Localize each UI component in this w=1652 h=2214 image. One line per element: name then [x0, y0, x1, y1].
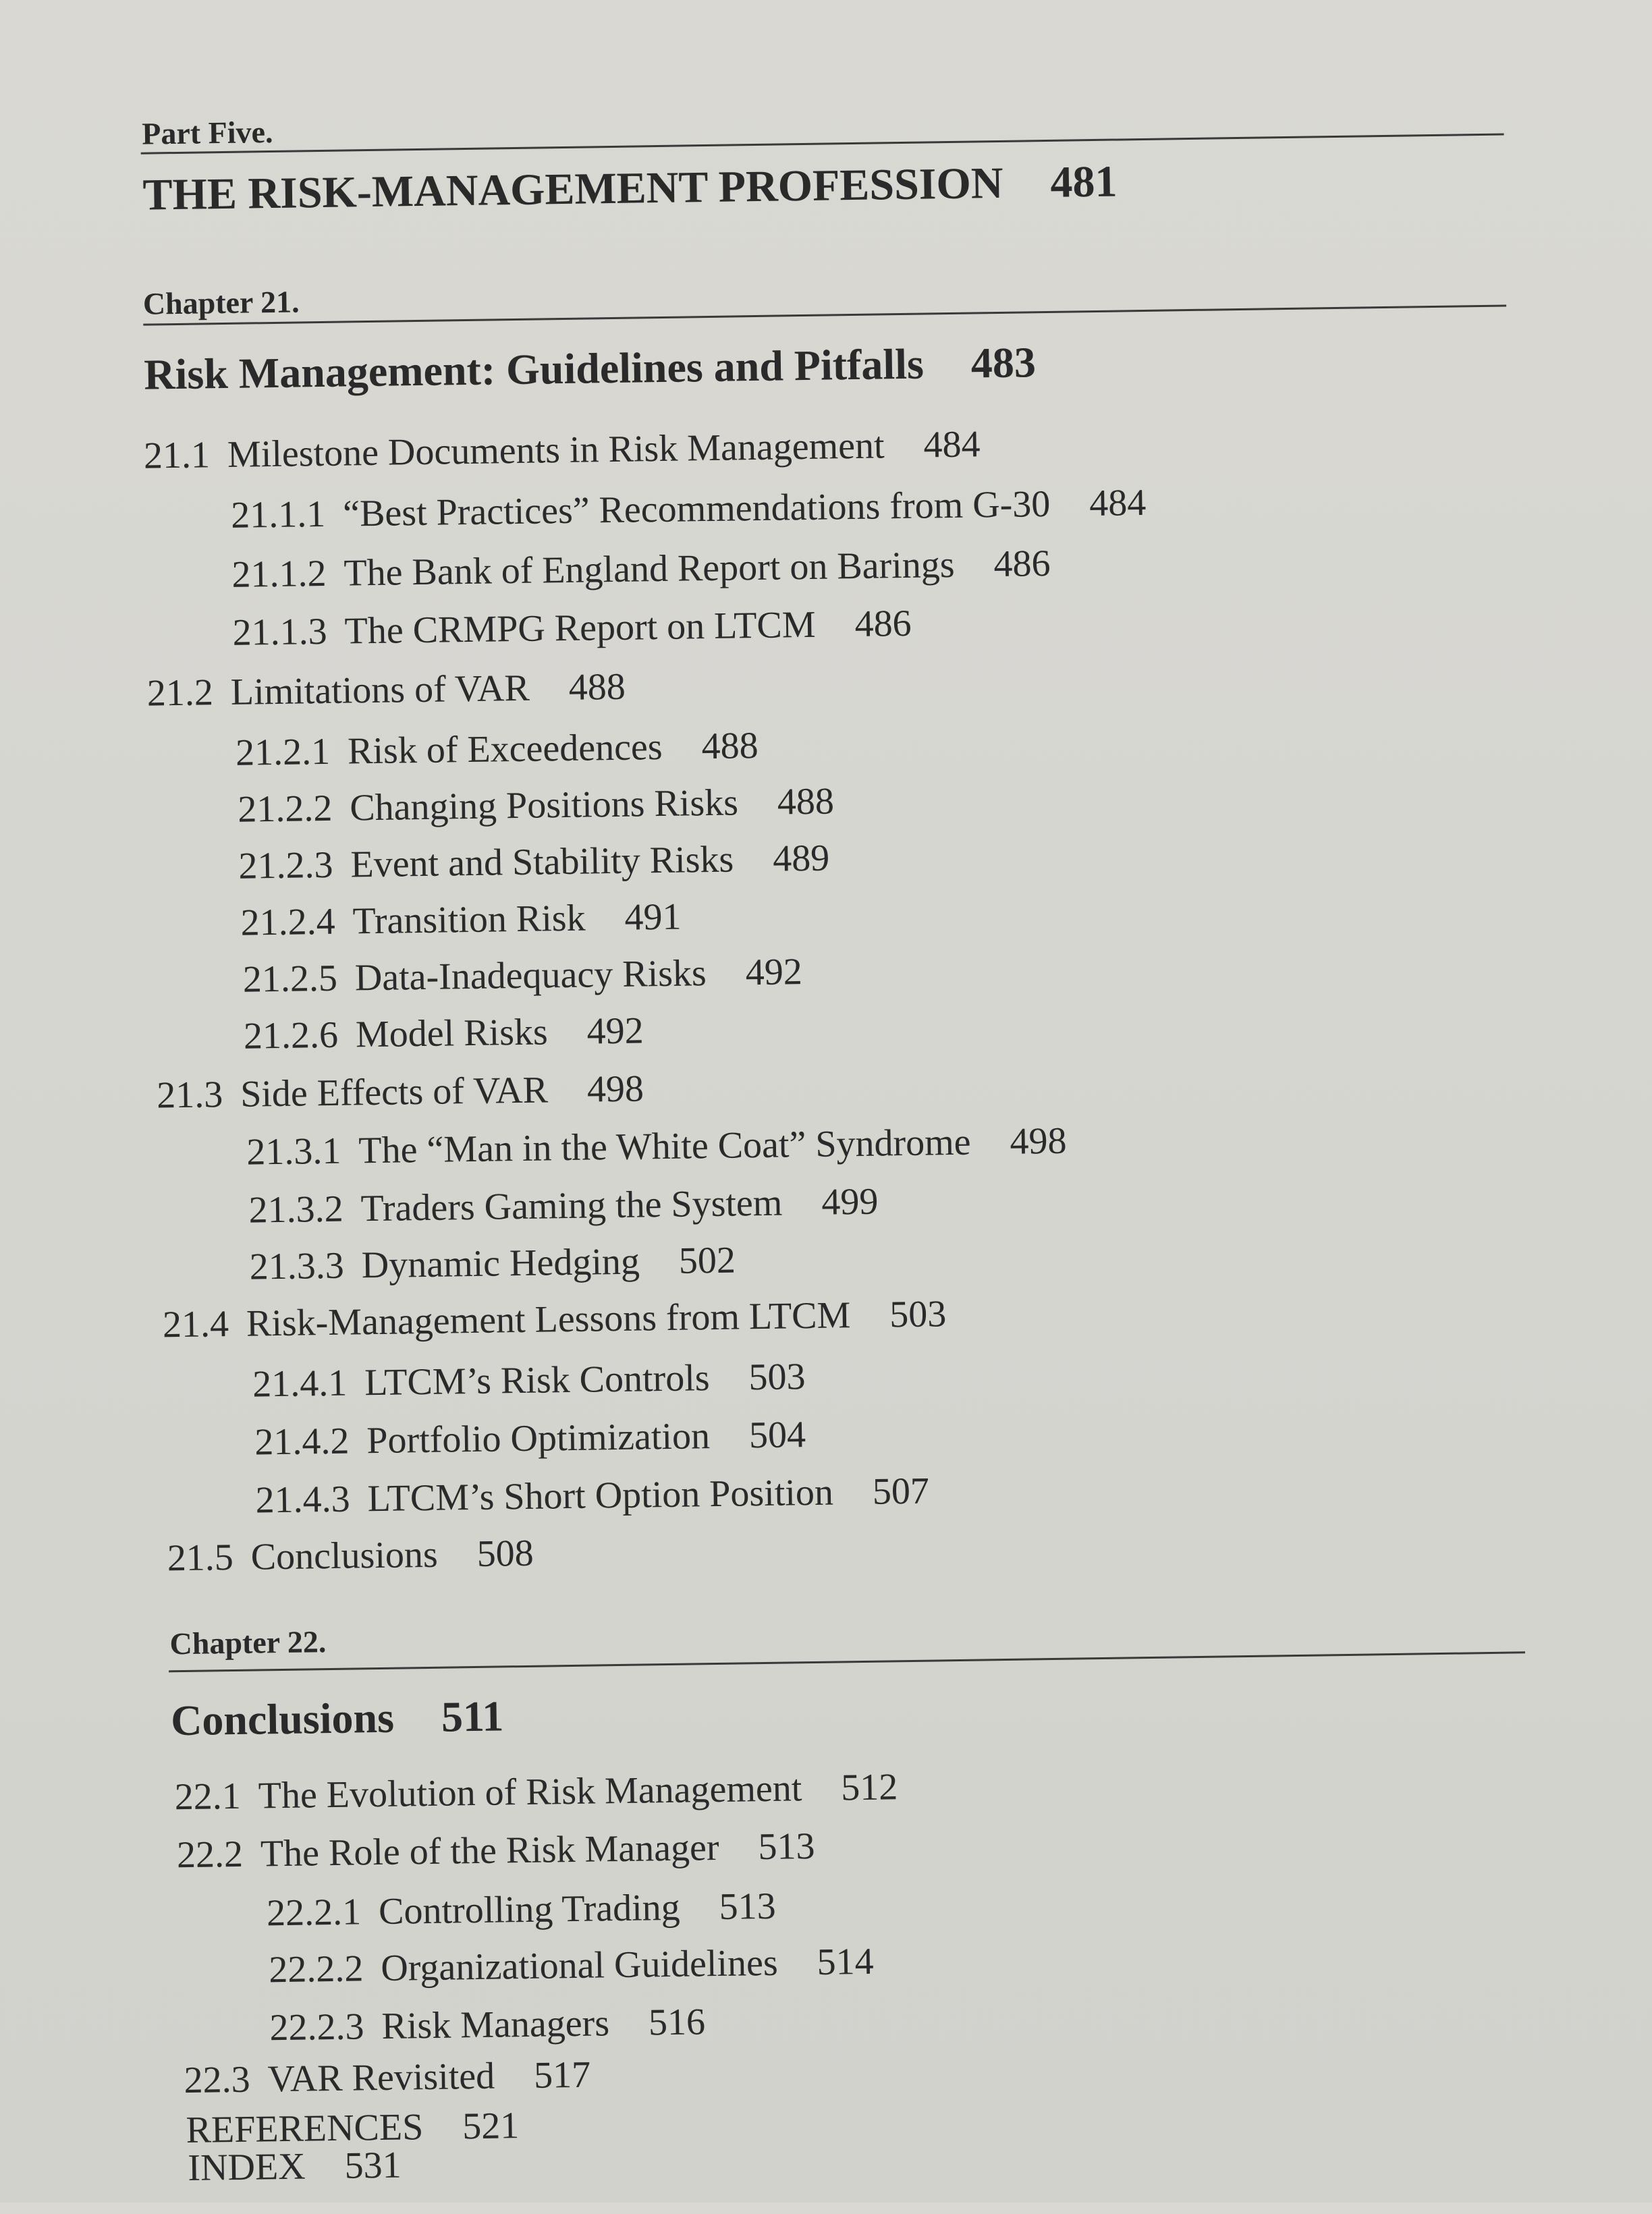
entry-number: 21.1.1 [230, 493, 326, 536]
entry-page: 513 [719, 1885, 777, 1928]
entry-title: The “Man in the White Coat” Syndrome [358, 1121, 971, 1172]
entry-number: 22.2.3 [269, 2005, 364, 2049]
entry-title: “Best Practices” Recommendations from G-30 [342, 482, 1051, 535]
entry-number: 21.1.2 [231, 552, 327, 596]
entry-number: 22.2 [176, 1833, 244, 1877]
toc-entry [144, 422, 981, 477]
chapter-22-rule [169, 1651, 1525, 1672]
toc-entry [242, 950, 802, 1001]
entry-title: Risk Managers [381, 2002, 610, 2047]
entry-page: 488 [701, 725, 759, 768]
entry-page: 521 [462, 2105, 520, 2148]
entry-title: The CRMPG Report on LTCM [344, 603, 817, 653]
entry-page: 503 [889, 1293, 947, 1336]
entry-title: Organizational Guidelines [380, 1941, 779, 1990]
toc-entry [231, 542, 1051, 597]
entry-title: Limitations of VAR [230, 667, 530, 713]
chapter-22-label: Chapter 22. [169, 1624, 327, 1661]
entry-page: 503 [748, 1356, 806, 1399]
entry-number: 21.3.1 [246, 1130, 341, 1173]
entry-title: Conclusions [250, 1533, 439, 1578]
entry-title: Changing Positions Risks [349, 781, 739, 829]
entry-title: Transition Risk [352, 897, 586, 943]
entry-title: The Role of the Risk Manager [260, 1826, 719, 1875]
toc-entry [249, 1239, 736, 1289]
toc-entry [157, 1067, 644, 1117]
entry-title: Dynamic Hedging [361, 1240, 640, 1287]
chapter-21-label: Chapter 21. [142, 284, 300, 321]
entry-number: 21.2.1 [235, 730, 331, 774]
entry-title: Controlling Trading [378, 1886, 681, 1933]
toc-entry [269, 1940, 874, 1992]
index-entry [188, 2144, 402, 2190]
toc-entry [231, 481, 1147, 537]
entry-title: Risk-Management Lessons from LTCM [246, 1294, 851, 1345]
entry-number: 21.3 [156, 1074, 223, 1117]
entry-page: 514 [817, 1940, 875, 1983]
entry-title: Side Effects of VAR [240, 1069, 549, 1115]
toc-entry [252, 1355, 806, 1406]
entry-number: 21.4.1 [252, 1362, 348, 1406]
entry-number: 21.2.4 [240, 900, 336, 944]
entry-title: Milestone Documents in Risk Management [227, 424, 885, 476]
entry-page: 492 [586, 1009, 644, 1053]
entry-number: 21.2.6 [243, 1014, 339, 1057]
part-label: Part Five. [141, 114, 273, 151]
toc-entry [236, 724, 759, 775]
entry-number: 22.3 [184, 2058, 251, 2102]
entry-title: INDEX [187, 2145, 306, 2190]
entry-number: 22.2.1 [266, 1891, 362, 1935]
entry-page: 513 [758, 1825, 815, 1869]
entry-number: 21.4 [162, 1303, 229, 1346]
entry-title: The Bank of England Report on Barings [343, 543, 955, 594]
chapter-21-title [144, 337, 1037, 399]
chapter-22-title [171, 1691, 504, 1746]
entry-page: 492 [745, 951, 803, 994]
toc-entry [184, 2053, 590, 2102]
toc-entry [238, 779, 834, 831]
entry-page: 516 [648, 2001, 706, 2044]
entry-title: Model Risks [355, 1011, 549, 1056]
entry-number: 21.2.5 [242, 957, 338, 1001]
part-rule [141, 134, 1504, 155]
entry-number: 21.2.2 [237, 787, 333, 831]
entry-number: 22.2.2 [268, 1947, 364, 1991]
toc-entry [254, 1413, 806, 1464]
entry-title: LTCM’s Risk Controls [364, 1357, 710, 1404]
entry-page: 491 [624, 895, 682, 939]
entry-page: 489 [772, 837, 830, 880]
entry-page: 486 [854, 602, 912, 646]
entry-page: 499 [821, 1180, 879, 1223]
part-title [142, 157, 1118, 221]
entry-page: 508 [476, 1532, 534, 1575]
entry-title: Risk of Exceedences [347, 726, 663, 773]
entry-page: 531 [344, 2144, 402, 2187]
chapter-22-page-number: 511 [441, 1692, 504, 1741]
entry-title: Portfolio Optimization [366, 1415, 711, 1462]
entry-title: Data-Inadequacy Risks [354, 952, 707, 999]
entry-page: 488 [777, 780, 835, 823]
entry-number: 21.5 [167, 1536, 234, 1580]
toc-entry [255, 1470, 929, 1522]
entry-number: 21.1 [143, 434, 211, 477]
entry-number: 21.4.3 [255, 1478, 351, 1522]
toc-entry [248, 1180, 879, 1232]
entry-title: Traders Gaming the System [360, 1182, 783, 1230]
entry-page: 486 [993, 542, 1051, 586]
entry-page: 512 [840, 1766, 898, 1809]
entry-title: REFERENCES [186, 2106, 424, 2152]
entry-page: 502 [678, 1239, 736, 1282]
entry-number: 22.1 [174, 1775, 242, 1819]
chapter-21-rule [143, 304, 1506, 325]
entry-number: 21.3.2 [248, 1188, 344, 1231]
toc-entry [267, 1885, 776, 1935]
chapter-22-title-text: Conclusions [170, 1693, 395, 1745]
entry-number: 21.2 [146, 671, 214, 715]
toc-entry [146, 665, 626, 715]
part-page-number: 481 [1049, 157, 1118, 207]
toc-entry [232, 602, 912, 655]
toc-entry [167, 1532, 534, 1580]
entry-title: VAR Revisited [267, 2055, 495, 2101]
toc-entry [244, 1009, 644, 1057]
entry-page: 517 [533, 2053, 591, 2097]
entry-page: 504 [748, 1414, 806, 1457]
entry-number: 21.1.3 [232, 610, 328, 654]
toc-entry [238, 837, 830, 888]
entry-number: 21.3.3 [249, 1244, 345, 1288]
entry-title: The Evolution of Risk Management [258, 1767, 802, 1817]
entry-number: 21.2.3 [238, 843, 333, 887]
toc-entry [177, 1825, 815, 1877]
entry-number: 21.4.2 [254, 1420, 350, 1464]
toc-entry [174, 1765, 898, 1819]
entry-page: 498 [1010, 1119, 1067, 1163]
toc-entry [163, 1292, 947, 1346]
entry-title: LTCM’s Short Option Position [367, 1471, 834, 1520]
chapter-21-page-number: 483 [970, 338, 1037, 387]
toc-entry [269, 2000, 705, 2049]
part-title-text: THE RISK-MANAGEMENT PROFESSION [142, 158, 1003, 220]
toc-entry [240, 895, 682, 945]
entry-page: 484 [923, 423, 981, 466]
entry-page: 507 [872, 1470, 930, 1513]
chapter-21-title-text: Risk Management: Guidelines and Pitfalls [143, 339, 925, 399]
entry-title: Event and Stability Risks [350, 838, 734, 886]
entry-page: 498 [586, 1068, 644, 1111]
entry-page: 488 [568, 665, 626, 709]
toc-entry [246, 1119, 1067, 1174]
entry-page: 484 [1089, 481, 1147, 525]
